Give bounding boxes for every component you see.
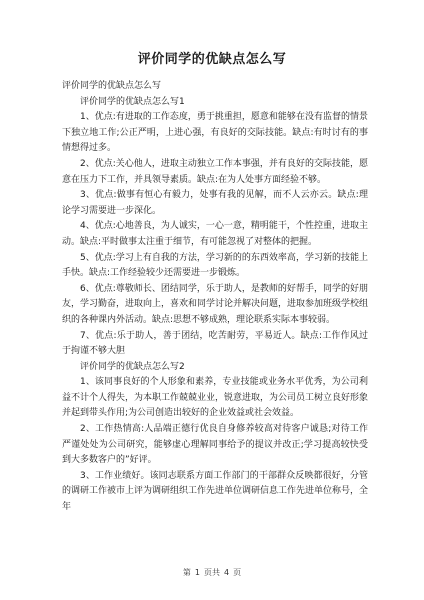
paragraph: 2、优点:关心他人，进取主动独立工作本事强，并有良好的交际技能，愿意在压力下工作，并具领导素质。缺点:在为人处事方面经验不够。 [62,158,368,185]
paragraph: 6、优点:尊敬师长、团结同学，乐于助人，是教师的好帮手，同学的好朋友，学习勤奋，进取向上，喜欢和同学讨论并解决问题，进取参加班级学校组织的各种课内外活动。缺点:思想不够成熟，理论联系实际本事较弱。 [62,283,369,325]
paragraph: 7、优点:乐于助人，善于团结，吃苦耐劳，平易近人。缺点:工作作风过于拘谨不够大胆 [62,330,368,357]
section-subtitle: 评价同学的优缺点怎么写2 [80,361,185,372]
footer-total-pages: 4 [224,568,230,577]
page-title: 评价同学的优缺点怎么写 [137,52,287,67]
paragraph: 3、优点:做事有恒心有毅力，处事有我的见解，而不人云亦云。缺点:理论学习需要进一步深化。 [62,190,368,216]
paragraph: 5、优点:学习上有自我的方法，学习新的的东西效率高，学习新的技能上手快。缺点:工作经验较少还需要进一步锻炼。 [62,252,368,279]
paragraph: 1、优点:有进取的工作态度，勇于挑重担，愿意和能够在没有监督的情景下独立地工作;公正严明，上进心强，有良好的交际技能。缺点:有时讨有的事情想得过多。 [62,112,368,154]
page-footer [0,567,424,578]
footer-suffix: 页 [233,568,242,577]
footer-middle: 页共 [204,568,220,577]
document-body [62,79,368,516]
footer-prefix: 第 [182,568,191,577]
paragraph: 3、工作业绩好。该同志联系方面工作部门的干部群众反映都很好，分管的调研工作被市上评为调研组织工作先进单位调研信息工作先进单位称号，全年 [62,470,369,513]
paragraph: 4、优点:心地善良，为人诚实，一心一意，精明能干，个性控重，进取主动。缺点:平时做事太注重于细节，有可能忽视了对整体的把握。 [62,221,368,247]
section-subtitle: 评价同学的优缺点怎么写1 [80,96,185,107]
document-heading: 评价同学的优缺点怎么写 [62,81,162,91]
footer-current-page: 1 [194,568,200,577]
paragraph: 2、工作热情高:人品端正德行优良自身修养较高对待客户诚恳;对待工作严谨处处为公司研究，能够虚心理解同事给予的提议并改正;学习提高较快受到大多数客户的”好评。 [62,424,368,466]
paragraph: 1、该同事良好的个人形象和素养，专业技能或业务水平优秀，为公司利益不计个人得失，为本职工作兢兢业业，锐意进取，为公司员工树立良好形象并起到带头作用;为公司创造出较好的企业效益或社会效益。 [62,377,369,419]
